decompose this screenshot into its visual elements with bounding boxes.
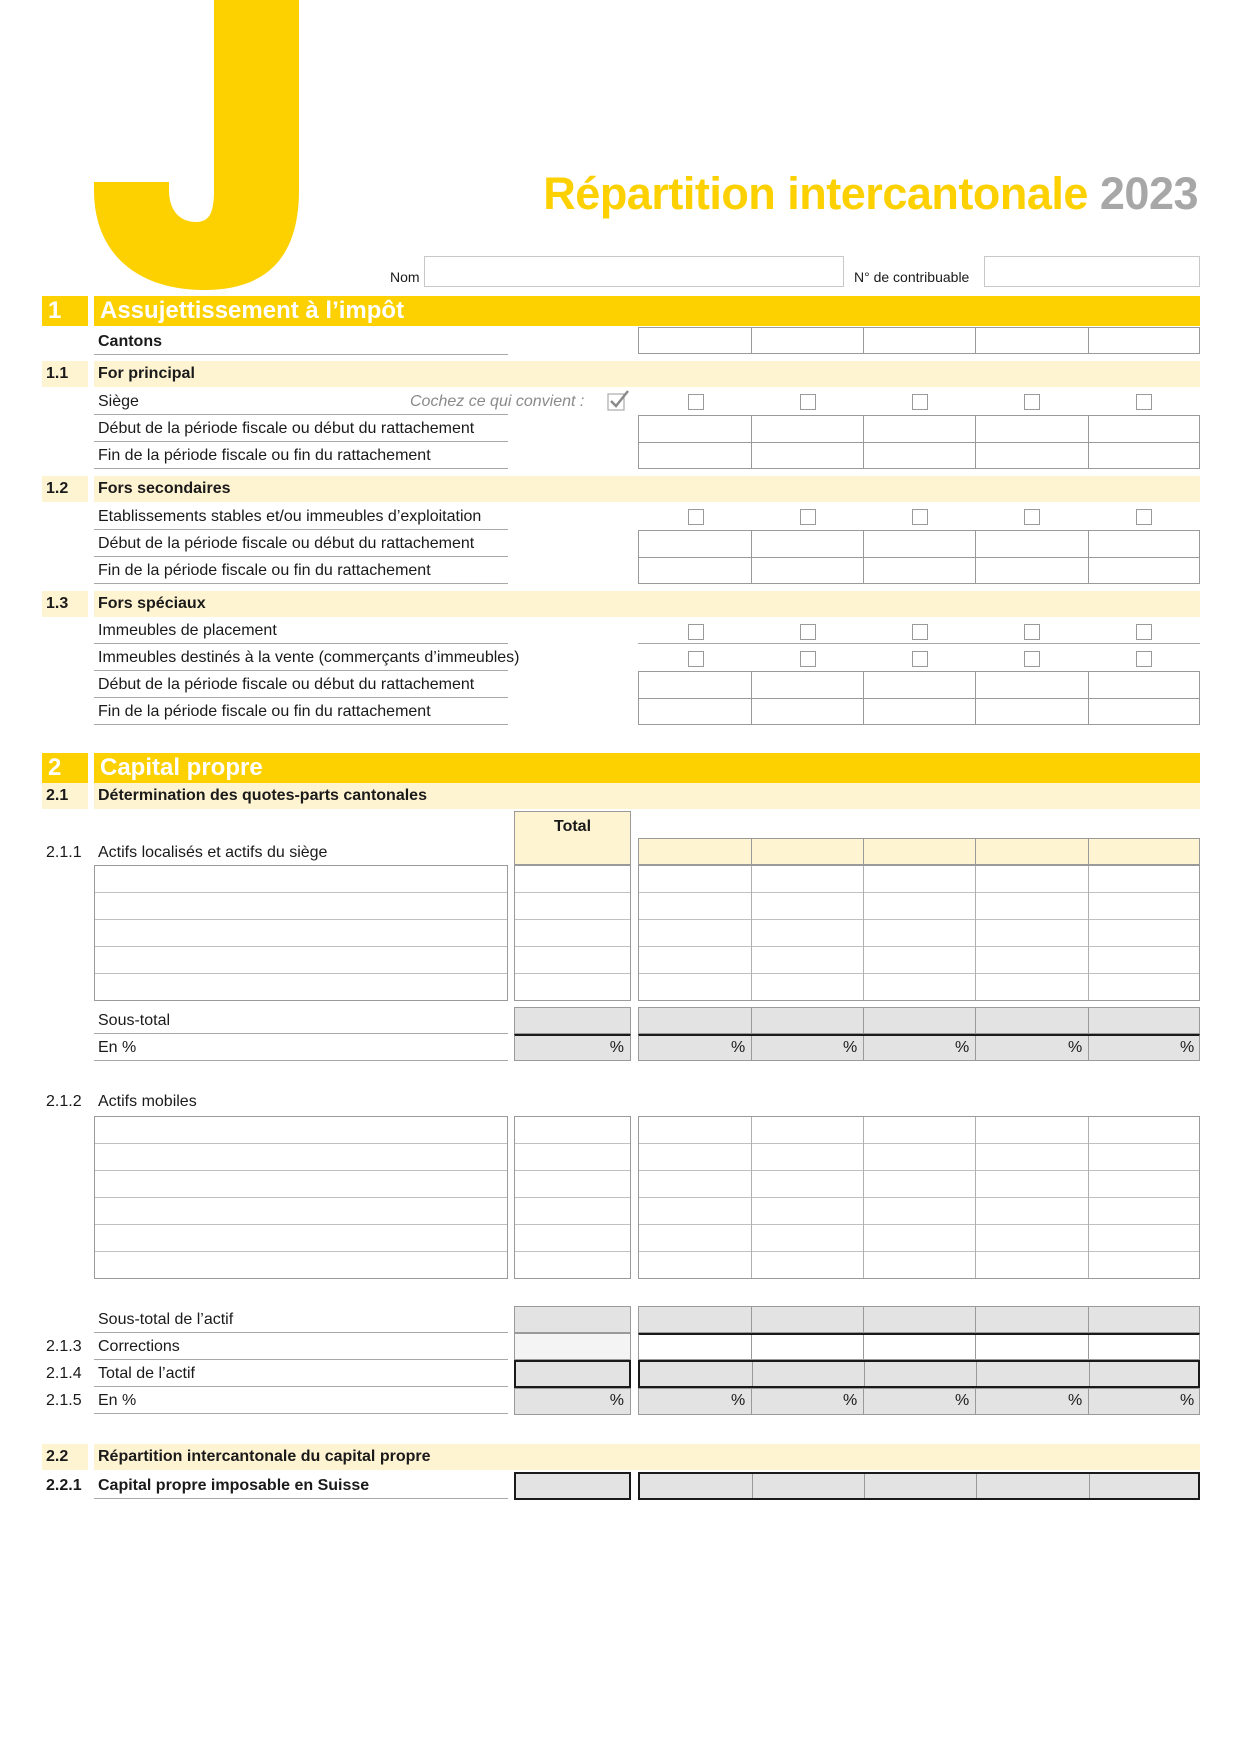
section-1-number: 1 xyxy=(42,296,88,326)
divider xyxy=(94,556,508,557)
divider xyxy=(94,724,508,725)
en-pct-2-total-cell[interactable] xyxy=(514,1388,631,1415)
placement-checkbox-2[interactable] xyxy=(800,624,816,640)
s213-number: 2.1.3 xyxy=(46,1338,82,1355)
divider xyxy=(94,697,508,698)
s214-number: 2.1.4 xyxy=(46,1365,82,1382)
section-2-1-number: 2.1 xyxy=(42,783,88,809)
s221-label: Capital propre imposable en Suisse xyxy=(98,1477,370,1494)
divider xyxy=(94,643,508,644)
total-actif-canton-row[interactable] xyxy=(638,1360,1200,1388)
placement-checkbox-5[interactable] xyxy=(1136,624,1152,640)
s215-label: En % xyxy=(98,1392,137,1409)
s11-debut-label: Début de la période fiscale ou début du rattachement xyxy=(98,420,475,437)
sous-total-actif-canton-row[interactable] xyxy=(638,1306,1200,1333)
divider xyxy=(94,468,508,469)
sous-total-actif-total-cell[interactable] xyxy=(514,1306,631,1333)
actifs-localises-canton-grid[interactable] xyxy=(638,865,1200,1001)
section-2-2-title: Répartition intercantonale du capital propre xyxy=(94,1444,1200,1470)
s12-fin-label: Fin de la période fiscale ou fin du rattachement xyxy=(98,562,431,579)
quote-parts-header-row xyxy=(638,838,1200,865)
s13-fin-label: Fin de la période fiscale ou fin du rattachement xyxy=(98,703,431,720)
checkmark-icon xyxy=(607,389,631,411)
s213-label: Corrections xyxy=(98,1338,180,1355)
section-1-3-number: 1.3 xyxy=(42,591,88,617)
en-pct-canton-row[interactable] xyxy=(638,1034,1200,1061)
sous-total-actif-label: Sous-total de l’actif xyxy=(98,1311,234,1328)
section-1-1-title: For principal xyxy=(94,361,1200,387)
section-2-title: Capital propre xyxy=(94,753,1200,783)
section-1-3-title: Fors spéciaux xyxy=(94,591,1200,617)
divider xyxy=(94,1413,508,1414)
divider xyxy=(94,583,508,584)
section-2-2-number: 2.2 xyxy=(42,1444,88,1470)
vente-checkbox-2[interactable] xyxy=(800,651,816,667)
cantons-label: Cantons xyxy=(98,333,162,350)
vente-checkbox-4[interactable] xyxy=(1024,651,1040,667)
divider xyxy=(94,1033,508,1034)
pct-sign: % xyxy=(609,1039,624,1056)
s212-label: Actifs mobiles xyxy=(98,1093,197,1110)
checkbox-hint: Cochez ce qui convient : xyxy=(410,393,585,410)
vente-checkbox-5[interactable] xyxy=(1136,651,1152,667)
actifs-mobiles-canton-grid[interactable] xyxy=(638,1116,1200,1279)
divider xyxy=(94,354,508,355)
actifs-localises-total-column[interactable] xyxy=(514,865,631,1001)
siege-label: Siège xyxy=(98,393,139,410)
pct-sign: % xyxy=(1180,1392,1195,1409)
section-2-number: 2 xyxy=(42,753,88,783)
section-1-2-number: 1.2 xyxy=(42,476,88,502)
pct-sign: % xyxy=(955,1392,970,1409)
s214-label: Total de l’actif xyxy=(98,1365,195,1382)
section-2-1-title: Détermination des quotes-parts cantonales xyxy=(94,783,1200,809)
j-logo xyxy=(84,0,304,290)
vente-label: Immeubles destinés à la vente (commerçants d’immeubles) xyxy=(98,649,520,666)
total-header: Total xyxy=(514,811,631,865)
actifs-mobiles-description-table[interactable] xyxy=(94,1116,508,1279)
actifs-localises-description-table[interactable] xyxy=(94,865,508,1001)
nom-input[interactable] xyxy=(424,256,844,287)
pct-sign: % xyxy=(1068,1039,1083,1056)
s221-number: 2.2.1 xyxy=(46,1477,82,1494)
corrections-total-cell[interactable] xyxy=(514,1333,631,1360)
divider xyxy=(94,1060,508,1061)
placement-label: Immeubles de placement xyxy=(98,622,277,639)
en-pct-total-cell[interactable] xyxy=(514,1034,631,1061)
s211-label: Actifs localisés et actifs du siège xyxy=(98,844,328,861)
sous-total-total-cell[interactable] xyxy=(514,1007,631,1034)
s11-fin-label: Fin de la période fiscale ou fin du rattachement xyxy=(98,447,431,464)
pct-sign: % xyxy=(843,1039,858,1056)
divider xyxy=(94,1359,508,1360)
pct-sign: % xyxy=(731,1392,746,1409)
page-title xyxy=(543,168,1198,220)
vente-checkbox-1[interactable] xyxy=(688,651,704,667)
corrections-canton-row[interactable] xyxy=(638,1333,1200,1360)
divider xyxy=(94,1498,508,1499)
etab-checkbox-3[interactable] xyxy=(912,509,928,525)
s211-number: 2.1.1 xyxy=(46,844,82,861)
placement-checkbox-3[interactable] xyxy=(912,624,928,640)
divider xyxy=(94,1332,508,1333)
section-1-2-title: Fors secondaires xyxy=(94,476,1200,502)
divider xyxy=(94,1386,508,1387)
capital-propre-canton-row[interactable] xyxy=(638,1472,1200,1500)
pct-sign: % xyxy=(843,1392,858,1409)
s215-number: 2.1.5 xyxy=(46,1392,82,1409)
contribuable-label: N° de contribuable xyxy=(854,269,970,285)
capital-propre-total-cell[interactable] xyxy=(514,1472,631,1500)
divider xyxy=(94,441,508,442)
en-pct-2-canton-row[interactable] xyxy=(638,1388,1200,1415)
etab-checkbox-4[interactable] xyxy=(1024,509,1040,525)
en-pct-label: En % xyxy=(98,1039,137,1056)
s12-debut-label: Début de la période fiscale ou début du rattachement xyxy=(98,535,475,552)
siege-checkbox-5[interactable] xyxy=(1136,394,1152,410)
divider xyxy=(94,670,508,671)
sous-total-label: Sous-total xyxy=(98,1012,171,1029)
section-1-1-number: 1.1 xyxy=(42,361,88,387)
siege-checkbox-2[interactable] xyxy=(800,394,816,410)
s13-date-grid[interactable] xyxy=(638,671,1200,725)
siege-checkbox-3[interactable] xyxy=(912,394,928,410)
etab-checkbox-2[interactable] xyxy=(800,509,816,525)
divider xyxy=(94,529,508,530)
section-1-title: Assujettissement à l’impôt xyxy=(94,296,1200,326)
s212-number: 2.1.2 xyxy=(46,1093,82,1110)
etab-checkbox-5[interactable] xyxy=(1136,509,1152,525)
actifs-mobiles-total-column[interactable] xyxy=(514,1116,631,1279)
s11-date-grid[interactable] xyxy=(638,415,1200,469)
etab-label: Etablissements stables et/ou immeubles d’exploitation xyxy=(98,508,482,525)
siege-checkbox-1[interactable] xyxy=(688,394,704,410)
s13-debut-label: Début de la période fiscale ou début du rattachement xyxy=(98,676,475,693)
title-main: Répartition intercantonale xyxy=(543,168,1088,219)
nom-label: Nom xyxy=(390,269,420,285)
contribuable-input[interactable] xyxy=(984,256,1200,287)
placement-checkbox-1[interactable] xyxy=(688,624,704,640)
pct-sign: % xyxy=(955,1039,970,1056)
etab-checkbox-1[interactable] xyxy=(688,509,704,525)
total-actif-total-cell[interactable] xyxy=(514,1360,631,1388)
pct-sign: % xyxy=(731,1039,746,1056)
cantons-header-row[interactable] xyxy=(638,327,1200,354)
s12-date-grid[interactable] xyxy=(638,530,1200,584)
sous-total-canton-row[interactable] xyxy=(638,1007,1200,1034)
divider xyxy=(94,414,508,415)
title-year: 2023 xyxy=(1099,168,1198,219)
vente-checkbox-3[interactable] xyxy=(912,651,928,667)
pct-sign: % xyxy=(609,1392,624,1409)
pct-sign: % xyxy=(1180,1039,1195,1056)
siege-checkbox-4[interactable] xyxy=(1024,394,1040,410)
placement-checkbox-4[interactable] xyxy=(1024,624,1040,640)
pct-sign: % xyxy=(1068,1392,1083,1409)
divider xyxy=(638,643,1200,644)
